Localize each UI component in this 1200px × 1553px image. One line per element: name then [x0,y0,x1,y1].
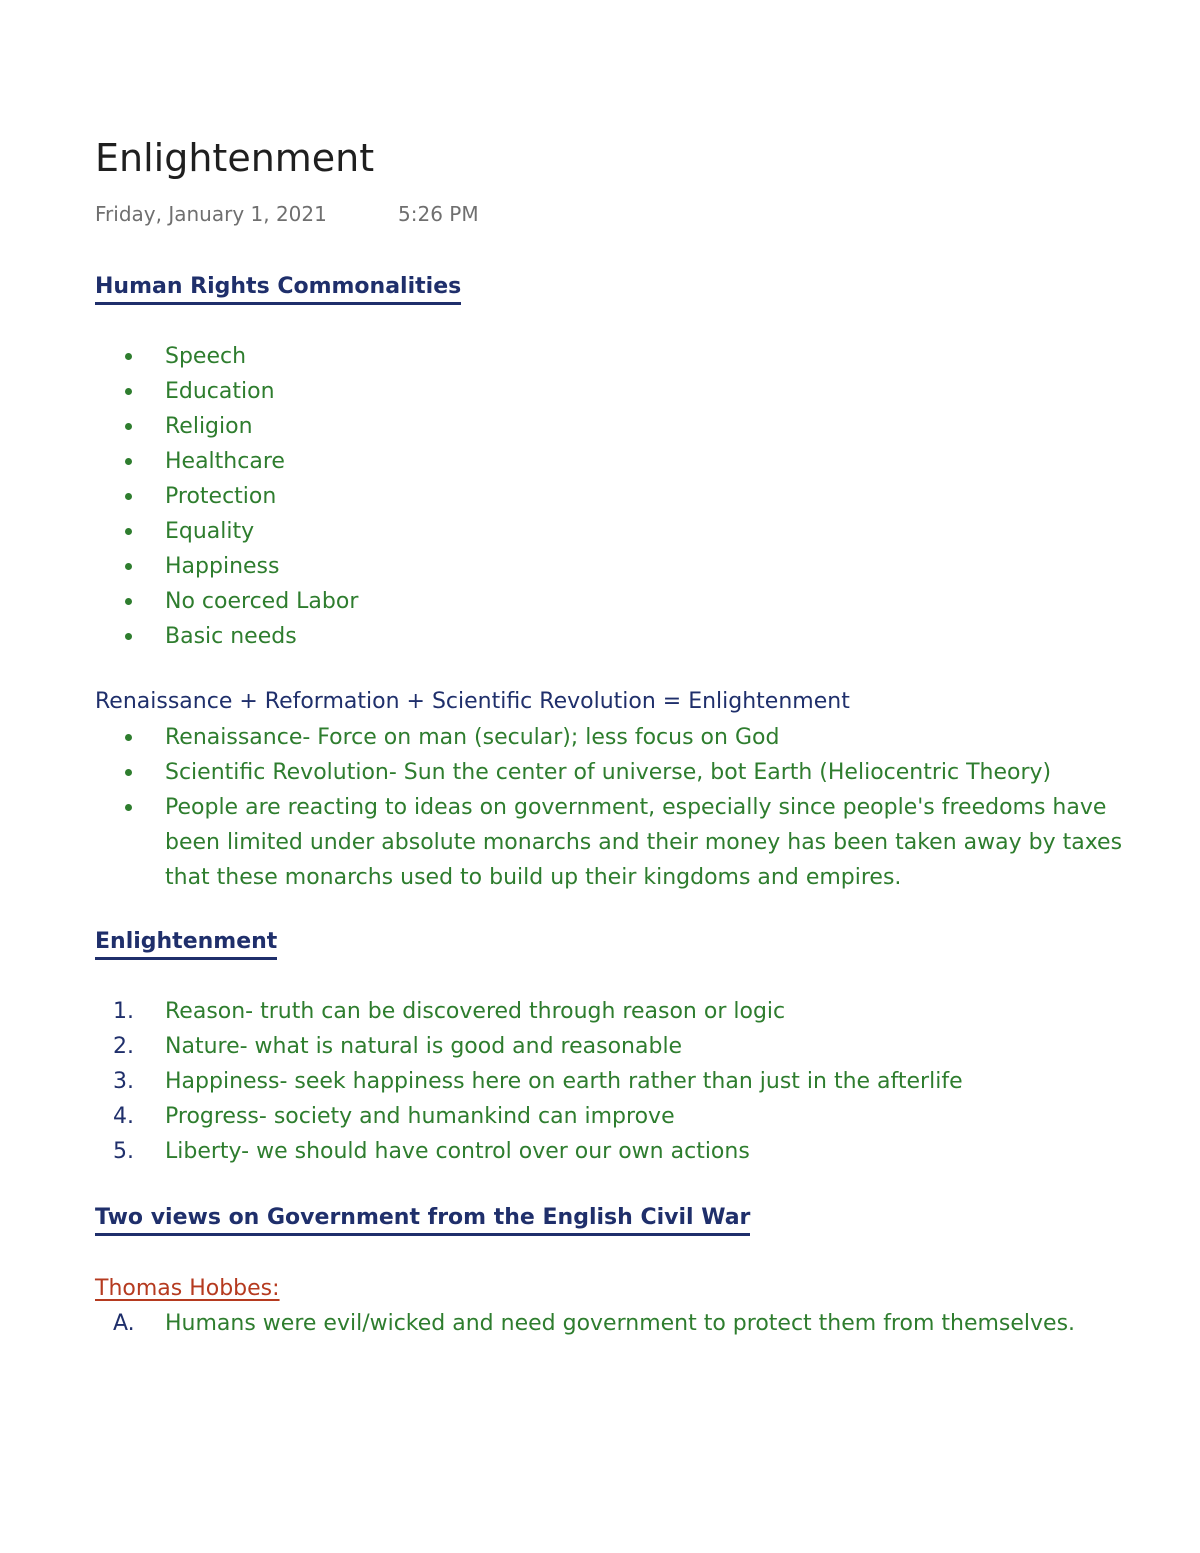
list-number: 4. [113,1104,134,1129]
list-number: 5. [113,1139,134,1164]
rights-list [95,339,1135,654]
list-item [95,1099,1135,1134]
note-page [95,133,1135,1341]
list-item [95,994,1135,1029]
list-item: Healthcare [95,444,1135,479]
list-item: Religion [95,409,1135,444]
note-date: Friday, January 1, 2021 [95,202,327,226]
list-item: Basic needs [95,619,1135,654]
list-number: 2. [113,1034,134,1059]
heading-two-views: Two views on Government from the English Civil War [95,1204,750,1236]
thomas-hobbes-label: Thomas Hobbes: [95,1276,280,1301]
list-item: Equality [95,514,1135,549]
list-letter: A. [113,1311,135,1336]
list-item [95,1029,1135,1064]
list-number: 3. [113,1069,134,1094]
heading-enlightenment: Enlightenment [95,928,277,960]
page-title: Enlightenment [95,136,375,180]
list-item-text: Humans were evil/wicked and need government to protect them from themselves. [165,1311,1076,1336]
list-item-text: Reason- truth can be discovered through reason or logic [165,999,786,1024]
heading-human-rights: Human Rights Commonalities [95,273,461,305]
list-item [95,1134,1135,1169]
list-item-text: Liberty- we should have control over our own actions [165,1139,750,1164]
list-item: People are reacting to ideas on government, especially since people's freedoms have been limited under absolute monarchs and their money has been taken away by taxes that these monarchs used to build up their kingdoms and empires. [95,790,1135,895]
list-item [95,1064,1135,1099]
list-item: Happiness [95,549,1135,584]
list-item: Scientific Revolution- Sun the center of universe, bot Earth (Heliocentric Theory) [95,755,1135,790]
list-item: Renaissance- Force on man (secular); less focus on God [95,720,1135,755]
enlightenment-equation: Renaissance + Reformation + Scientific Revolution = Enlightenment [95,689,850,714]
list-number: 1. [113,999,134,1024]
list-item: No coerced Labor [95,584,1135,619]
hobbes-list [95,1306,1135,1341]
list-item: Education [95,374,1135,409]
enlightenment-ideas-list [95,994,1135,1169]
list-item-text: Happiness- seek happiness here on earth rather than just in the afterlife [165,1069,963,1094]
equation-list [95,720,1135,895]
note-time: 5:26 PM [398,202,479,226]
list-item [95,1306,1135,1341]
list-item-text: Progress- society and humankind can improve [165,1104,675,1129]
note-meta [95,201,1135,227]
list-item-text: Nature- what is natural is good and reasonable [165,1034,683,1059]
list-item: Protection [95,479,1135,514]
list-item: Speech [95,339,1135,374]
